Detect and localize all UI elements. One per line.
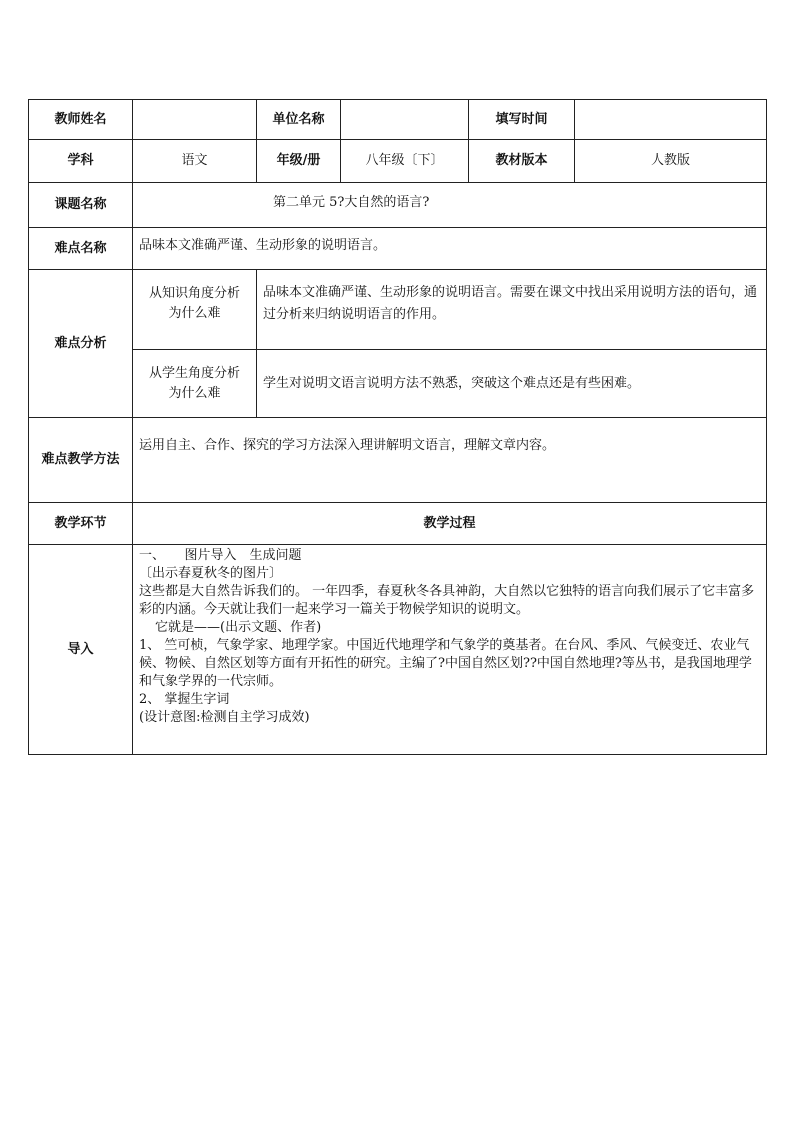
lesson-value: 第二单元 5?大自然的语言? [133,183,767,228]
method-label: 难点教学方法 [29,418,133,503]
teacher-value [133,100,257,140]
subject-value: 语文 [133,140,257,183]
info-row [29,100,767,140]
edition-label: 教材版本 [469,140,575,183]
date-label: 填写时间 [469,100,575,140]
method-value: 运用自主、合作、探究的学习方法深入理讲解明文语言，理解文章内容。 [133,418,767,503]
intro-line-4: 它就是——(出示文题、作者) [155,620,322,635]
method-row [29,418,767,503]
student-angle-value: 学生对说明文语言说明方法不熟悉，突破这个难点还是有些困难。 [257,350,767,418]
intro-line-1: 一、 图片导入 生成问题 [139,548,302,563]
analysis-knowledge-row [29,270,767,350]
process-header: 教学过程 [133,503,767,545]
grade-label: 年级/册 [257,140,341,183]
intro-line-7: (设计意图:检测自主学习成效) [139,710,310,725]
knowledge-angle-line-2: 为什么难 [168,305,221,321]
knowledge-angle-value: 品味本文准确严谨、生动形象的说明语言。需要在课文中找出采用说明方法的语句，通过分析来归纳说明语言的作用。 [257,270,767,350]
lesson-label: 课题名称 [29,183,133,228]
intro-line-2: 〔出示春夏秋冬的图片〕 [139,566,283,581]
student-angle-line-2: 为什么难 [168,385,221,401]
unit-label: 单位名称 [257,100,341,140]
student-angle-line-1: 从学生角度分析 [148,366,240,381]
subject-row [29,140,767,183]
lesson-row [29,183,767,228]
stage-header: 教学环节 [29,503,133,545]
lesson-plan-table [28,99,767,755]
subject-label: 学科 [29,140,133,183]
edition-value: 人教版 [575,140,767,183]
process-header-row [29,503,767,545]
knowledge-angle-line-1: 从知识角度分析 [148,286,240,301]
knowledge-angle-label [133,270,257,350]
intro-row [29,545,767,755]
difficulty-row [29,228,767,270]
unit-value [341,100,469,140]
difficulty-label: 难点名称 [29,228,133,270]
intro-line-3: 这些都是大自然告诉我们的。 一年四季，春夏秋冬各具神韵，大自然以它独特的语言向我们展示了它丰富多彩的内涵。今天就让我们一起来学习一篇关于物候学知识的说明文。 [139,584,755,617]
teacher-label: 教师姓名 [29,100,133,140]
student-angle-label [133,350,257,418]
intro-label: 导入 [29,545,133,755]
intro-line-5: 1、 竺可桢，气象学家、地理学家。中国近代地理学和气象学的奠基者。在台风、季风、气候变迁、农业气候、物候、自然区划等方面有开拓性的研究。主编了?中国自然区划??中国自然地理?等丛书，是我国地理学和气象学界的一代宗师。 [139,638,752,689]
grade-value: 八年级〔下〕 [341,140,469,183]
analysis-label: 难点分析 [29,270,133,418]
intro-content [133,545,767,755]
intro-line-6: 2、 掌握生字词 [139,692,230,707]
analysis-student-row [29,350,767,418]
date-value [575,100,767,140]
difficulty-value: 品味本文准确严谨、生动形象的说明语言。 [133,228,767,270]
